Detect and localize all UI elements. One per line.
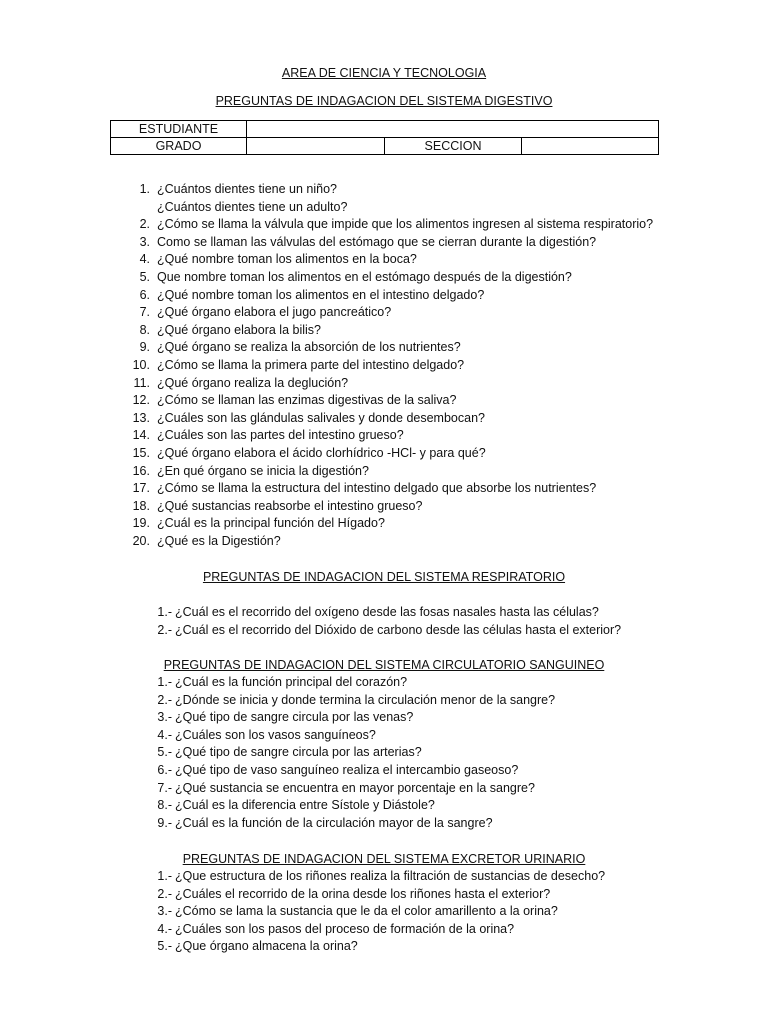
question-number: 18. <box>132 498 150 513</box>
question-number: 3. <box>139 234 150 249</box>
question-number: 16. <box>132 463 150 478</box>
list-item <box>0 674 768 692</box>
question-text: ¿Qué órgano realiza la deglución? <box>157 375 349 390</box>
question-number: 8. <box>139 322 150 337</box>
question-text: ¿Cuáles son los vasos sanguíneos? <box>175 727 376 742</box>
list-item <box>0 762 768 780</box>
question-text: ¿Cómo se llama la primera parte del intestino delgado? <box>157 357 465 372</box>
question-number: 7.- <box>157 780 172 795</box>
list-item <box>0 780 768 798</box>
question-number: 4. <box>139 252 150 267</box>
list-item <box>0 392 768 410</box>
list-item <box>0 269 768 287</box>
list-item <box>0 622 768 640</box>
question-text: Que nombre toman los alimentos en el estómago después de la digestión? <box>157 269 572 284</box>
question-number: 5.- <box>157 745 172 760</box>
section-field[interactable] <box>522 138 659 155</box>
list-item <box>0 709 768 727</box>
list-item <box>0 515 768 533</box>
student-label: ESTUDIANTE <box>111 121 247 138</box>
question-number: 6. <box>139 287 150 302</box>
circulatory-question-list <box>0 674 768 832</box>
list-item <box>0 903 768 921</box>
question-text: ¿Qué sustancias reabsorbe el intestino grueso? <box>157 498 423 513</box>
question-text: ¿Qué nombre toman los alimentos en el intestino delgado? <box>157 287 485 302</box>
question-number: 1.- <box>157 675 172 689</box>
grade-field[interactable] <box>247 138 385 155</box>
respiratory-question-list <box>0 604 768 639</box>
question-number: 9.- <box>157 815 172 830</box>
question-text: ¿Qué órgano se realiza la absorción de los nutrientes? <box>157 340 461 355</box>
question-number: 14. <box>132 428 150 443</box>
question-number: 2.- <box>157 692 172 707</box>
question-text: ¿Cómo se llama la válvula que impide que los alimentos ingresen al sistema respiratorio? <box>157 217 654 232</box>
list-item <box>0 727 768 745</box>
question-text: ¿Cuántos dientes tiene un adulto? <box>157 199 348 214</box>
question-number: 12. <box>132 393 150 408</box>
question-text: ¿Qué tipo de sangre circula por las arterias? <box>175 745 422 760</box>
list-item <box>0 410 768 428</box>
list-item <box>0 357 768 375</box>
list-item <box>0 427 768 445</box>
list-item <box>0 886 768 904</box>
list-item <box>0 181 768 199</box>
question-text: ¿Que estructura de los riñones realiza la filtración de sustancias de desecho? <box>175 869 606 883</box>
question-text: ¿Qué es la Digestión? <box>157 533 281 548</box>
list-item <box>0 199 768 217</box>
list-item <box>0 445 768 463</box>
question-text: ¿Cómo se lama la sustancia que le da el color amarillento a la orina? <box>175 904 558 919</box>
question-text: ¿Que órgano almacena la orina? <box>175 939 358 954</box>
question-text: ¿Cuál es la función principal del corazón? <box>175 675 408 689</box>
list-item <box>0 938 768 956</box>
question-text: ¿Cuál es la principal función del Hígado? <box>157 516 385 531</box>
question-text: ¿Cuántos dientes tiene un niño? <box>157 182 337 196</box>
question-number: 9. <box>139 340 150 355</box>
list-item <box>0 375 768 393</box>
respiratory-section-title: PREGUNTAS DE INDAGACION DEL SISTEMA RESPIRATORIO <box>202 570 566 584</box>
question-number: 20. <box>132 533 150 548</box>
question-number: 6.- <box>157 762 172 777</box>
question-text: ¿Qué nombre toman los alimentos en la boca? <box>157 252 417 267</box>
question-number: 17. <box>132 481 150 496</box>
question-number: 5.- <box>157 939 172 954</box>
question-number: 13. <box>132 410 150 425</box>
list-item <box>0 287 768 305</box>
question-number: 11. <box>133 375 150 390</box>
list-item <box>0 815 768 833</box>
list-item <box>0 868 768 886</box>
list-item <box>0 921 768 939</box>
question-number: 4.- <box>157 921 172 936</box>
question-number: 2. <box>139 217 150 232</box>
question-text: ¿Qué órgano elabora la bilis? <box>157 322 321 337</box>
question-text: ¿Qué tipo de vaso sanguíneo realiza el intercambio gaseoso? <box>175 762 519 777</box>
question-number: 3.- <box>157 710 172 725</box>
question-text: ¿Dónde se inicia y donde termina la circulación menor de la sangre? <box>175 692 556 707</box>
question-text: Como se llaman las válvulas del estómago que se cierran durante la digestión? <box>157 234 597 249</box>
list-item <box>0 480 768 498</box>
list-item <box>0 692 768 710</box>
list-item <box>0 498 768 516</box>
question-number: 10. <box>132 357 150 372</box>
question-number: 15. <box>132 445 150 460</box>
question-number: 1.- <box>157 605 172 619</box>
list-item <box>0 322 768 340</box>
list-item <box>0 744 768 762</box>
question-text: ¿Qué tipo de sangre circula por las venas? <box>175 710 414 725</box>
list-item <box>0 339 768 357</box>
list-item <box>0 216 768 234</box>
urinary-section-title: PREGUNTAS DE INDAGACION DEL SISTEMA EXCRETOR URINARIO <box>182 852 586 866</box>
question-text: ¿Cuál es el recorrido del oxígeno desde las fosas nasales hasta las células? <box>175 605 599 619</box>
area-title: AREA DE CIENCIA Y TECNOLOGIA <box>281 66 487 80</box>
question-number: 2.- <box>157 886 172 901</box>
section-label: SECCION <box>385 138 522 155</box>
question-text: ¿Cómo se llama la estructura del intestino delgado que absorbe los nutrientes? <box>157 481 597 496</box>
list-item <box>0 604 768 622</box>
question-text: ¿Cuáles son las glándulas salivales y donde desembocan? <box>157 410 485 425</box>
question-text: ¿Cuál es la función de la circulación mayor de la sangre? <box>175 815 493 830</box>
question-number: 7. <box>139 305 150 320</box>
student-field[interactable] <box>247 121 659 138</box>
question-text: ¿Cuáles son las partes del intestino grueso? <box>157 428 404 443</box>
question-text: ¿Cuáles el recorrido de la orina desde los riñones hasta el exterior? <box>175 886 551 901</box>
question-text: ¿Cuáles son los pasos del proceso de formación de la orina? <box>175 921 515 936</box>
question-number: 2.- <box>157 622 172 637</box>
question-number: 5. <box>139 269 150 284</box>
list-item <box>0 533 768 551</box>
digestive-question-list <box>0 181 768 550</box>
digestive-section-title: PREGUNTAS DE INDAGACION DEL SISTEMA DIGESTIVO <box>215 94 553 108</box>
grade-label: GRADO <box>111 138 247 155</box>
list-item <box>0 463 768 481</box>
list-item <box>0 304 768 322</box>
question-number: 1.- <box>157 869 172 883</box>
question-number: 19. <box>132 516 150 531</box>
question-text: ¿Cuál es la diferencia entre Sístole y Diástole? <box>175 798 435 813</box>
question-text: ¿Qué sustancia se encuentra en mayor porcentaje en la sangre? <box>175 780 535 795</box>
urinary-question-list <box>0 868 768 956</box>
question-text: ¿Cuál es el recorrido del Dióxido de carbono desde las células hasta el exterior? <box>175 622 622 637</box>
question-text: ¿Qué órgano elabora el ácido clorhídrico -HCl- y para qué? <box>157 445 486 460</box>
list-item <box>0 251 768 269</box>
question-number: 3.- <box>157 904 172 919</box>
circulatory-section-title: PREGUNTAS DE INDAGACION DEL SISTEMA CIRCULATORIO SANGUINEO <box>163 658 605 672</box>
question-text: ¿En qué órgano se inicia la digestión? <box>157 463 369 478</box>
list-item <box>0 234 768 252</box>
question-number: 4.- <box>157 727 172 742</box>
question-text: ¿Cómo se llaman las enzimas digestivas de la saliva? <box>157 393 457 408</box>
list-item <box>0 797 768 815</box>
question-text: ¿Qué órgano elabora el jugo pancreático? <box>157 305 392 320</box>
question-number: 1. <box>139 182 150 196</box>
student-info-table <box>110 120 659 155</box>
question-number: 8.- <box>157 798 172 813</box>
